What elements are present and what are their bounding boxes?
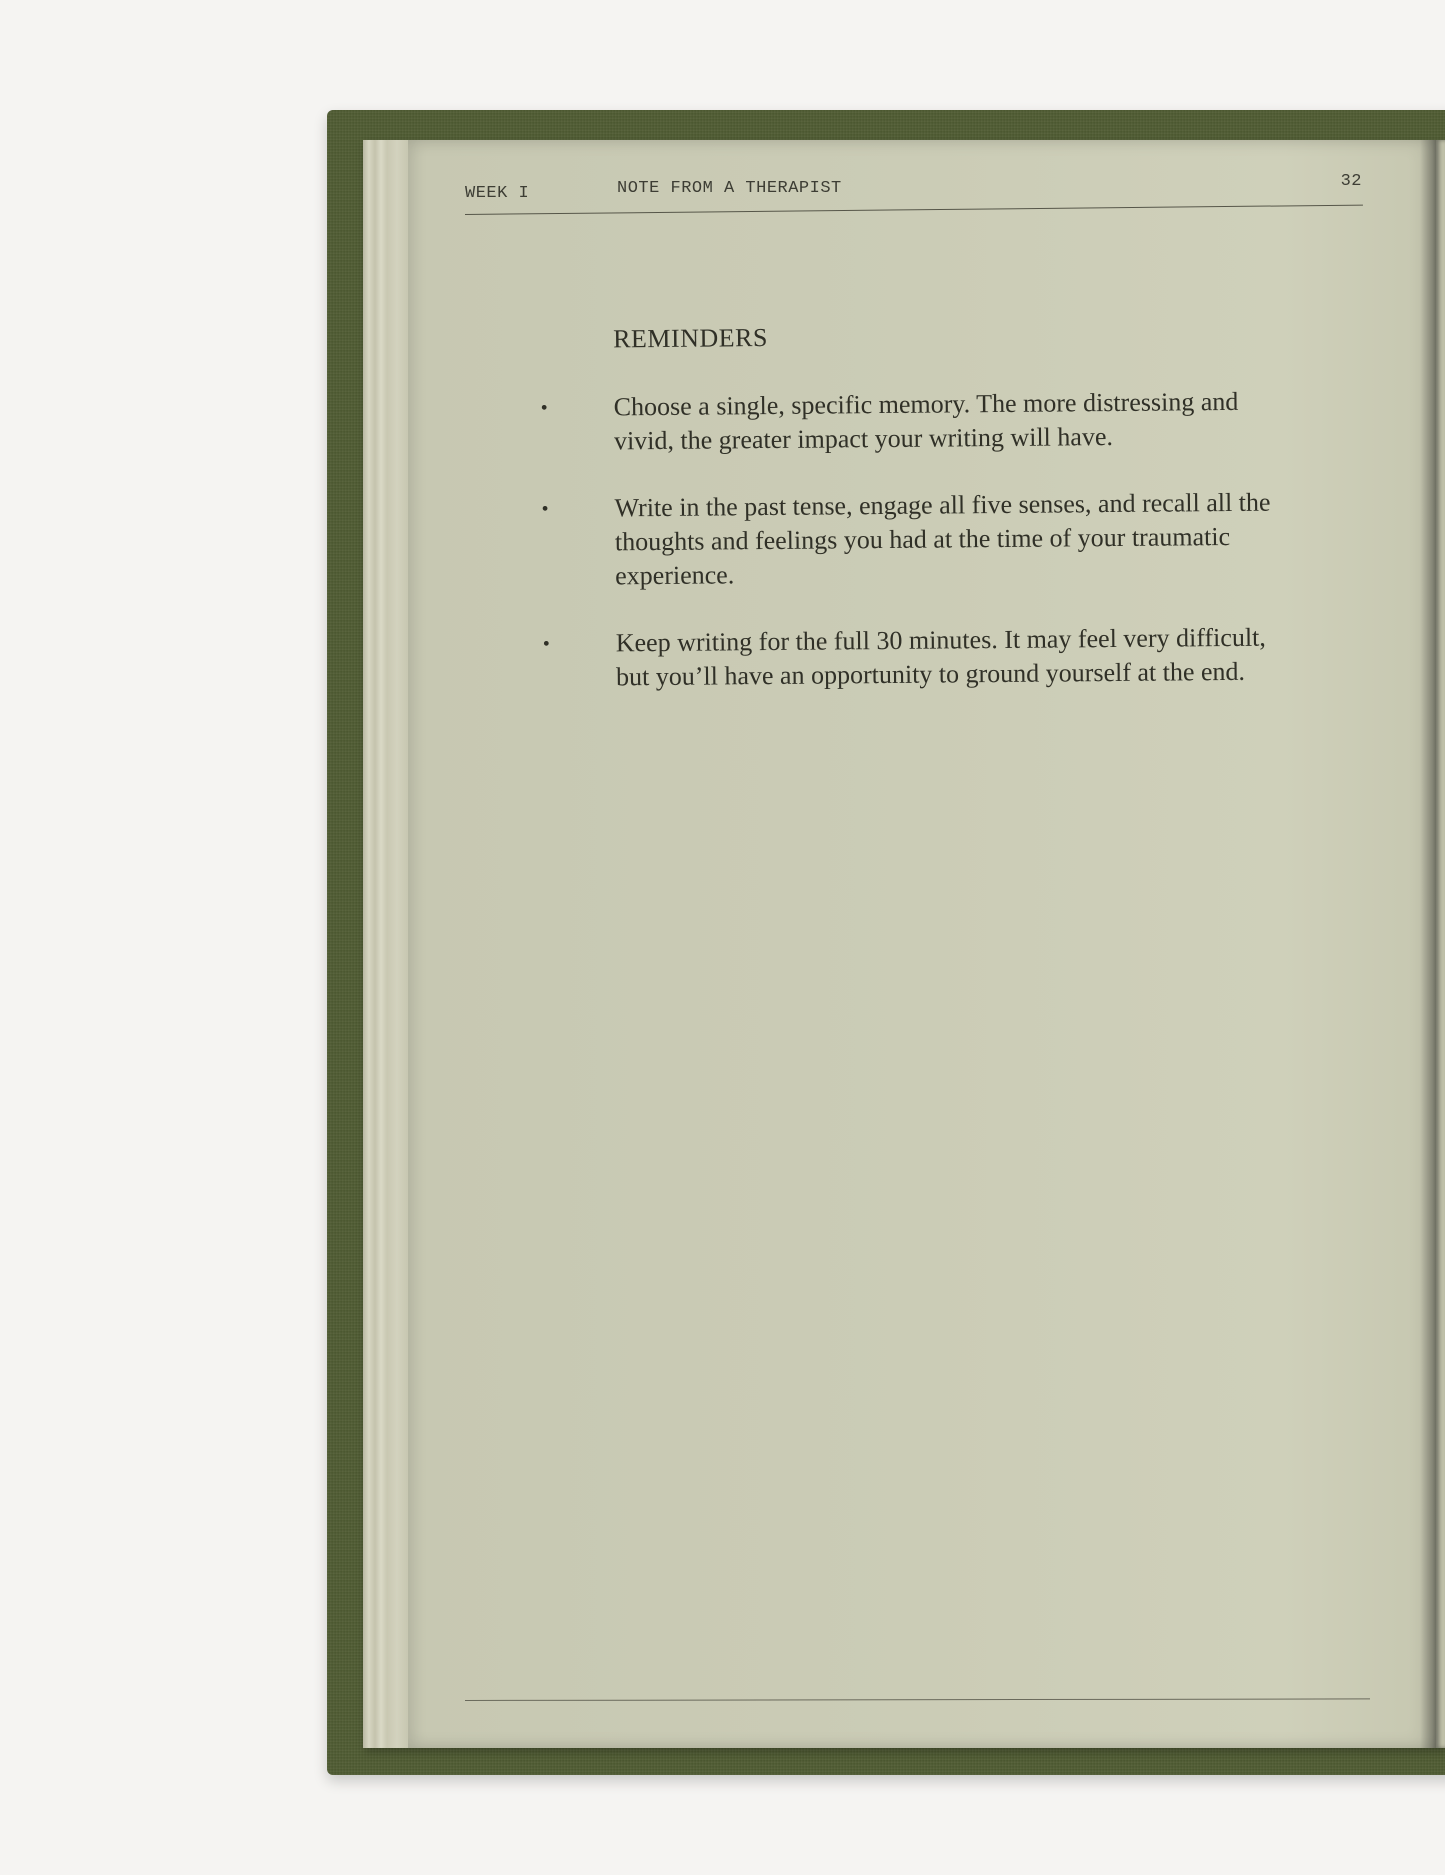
page-number: 32 — [1340, 172, 1362, 191]
bullet-icon: • — [540, 396, 548, 419]
bullet-icon: • — [542, 632, 550, 655]
facing-page-edge — [1436, 140, 1445, 1748]
reminder-text: Choose a single, specific memory. The more distressing and vivid, the greater impact your writing will have. — [613, 386, 1239, 456]
running-head-week: WEEK I — [465, 184, 530, 203]
bullet-icon: • — [541, 497, 549, 520]
reminder-text: Keep writing for the full 30 minutes. It may feel very difficult, but you’ll have an opportunity to ground yourself at the end. — [615, 622, 1266, 692]
reminders-heading: REMINDERS — [612, 323, 768, 354]
reminder-item — [541, 384, 1302, 459]
reminder-item — [541, 485, 1302, 594]
reminder-item — [543, 620, 1304, 695]
page-content — [540, 318, 1303, 728]
running-head-section: NOTE FROM A THERAPIST — [617, 179, 842, 198]
reminder-text: Write in the past tense, engage all five senses, and recall all the thoughts and feelings you had at the time of your traumatic experience. — [614, 487, 1271, 591]
